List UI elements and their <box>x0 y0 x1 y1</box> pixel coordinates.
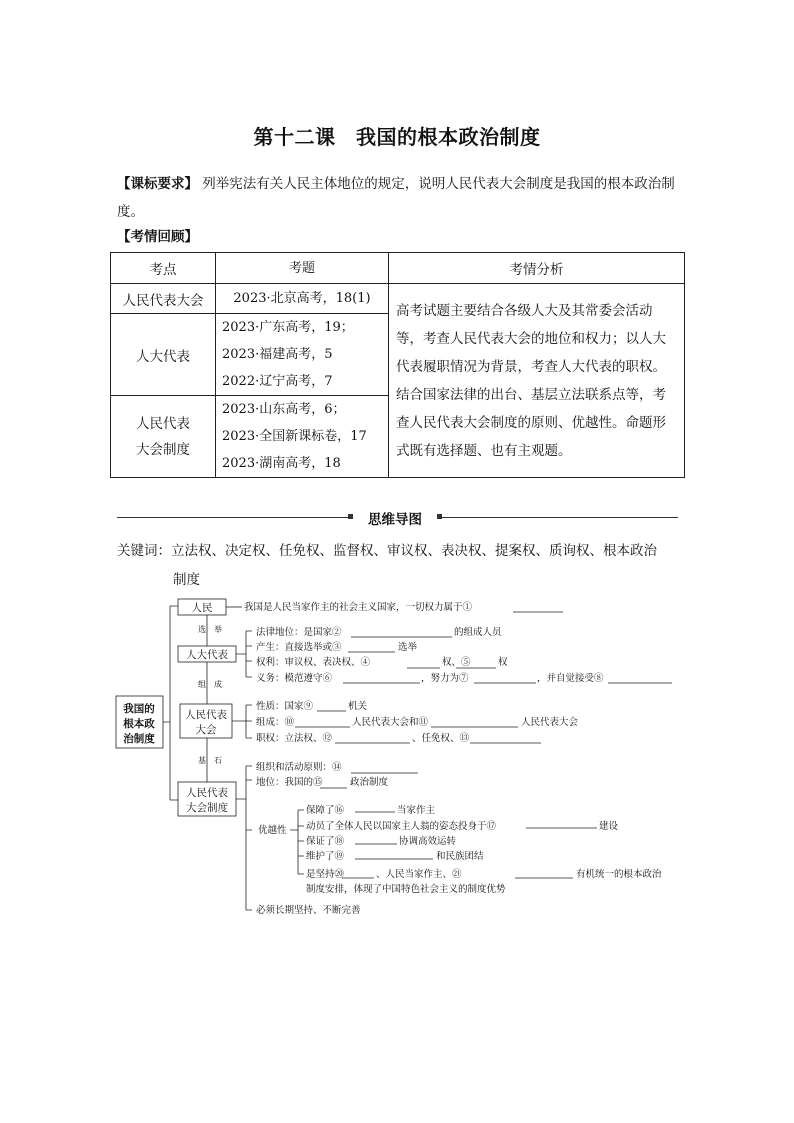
edge-label-form: 组 成 <box>198 680 222 689</box>
advantage-5-tail: 有机统一的根本政治 <box>576 869 662 880</box>
advantage-label: 优越性 <box>258 825 287 836</box>
row-question: 2023·广东高考，19；2023·福建高考，5 <box>222 320 354 362</box>
people-text: 我国是人民当家作主的社会主义国家，一切权力属于① <box>244 602 473 613</box>
section-title: 思维导图 <box>368 512 422 528</box>
advantage-4-tail: 和民族团结 <box>436 851 484 862</box>
mind-map <box>0 590 794 930</box>
rights-mid: 权、⑤ <box>442 657 471 668</box>
congress-powers: 职权：立法权、⑫ <box>256 733 333 744</box>
duties: 义务：模范遵守⑥ <box>256 673 333 684</box>
keywords-line: 立法权、决定权、任免权、监督权、审议权、表决权、提案权、质询权、根本政治 <box>171 543 657 559</box>
analysis-cell: 高考试题主要结合各级人大及其常委会活动等，考查人民代表大会的地位和权力；以人大代表履职情况为背景，考查人大代表的职权。结合国家法律的出台、基层立法联系点等，考查人民代表大会制度的原则、优越性。命题形式既有选择题、也有主观题。 <box>389 284 685 478</box>
rights-tail: 权 <box>498 657 508 668</box>
row-point: 人大代表 <box>111 314 216 396</box>
advantage-2-tail: 建设 <box>599 821 619 832</box>
rights: 权利：审议权、表决权、④ <box>256 657 371 668</box>
section-divider <box>117 517 352 518</box>
root-line3: 治制度 <box>123 733 155 745</box>
keywords <box>117 537 692 595</box>
requirement-text: 列举宪法有关人民主体地位的规定，说明人民代表大会制度是我国的根本政治制度。 <box>117 176 675 220</box>
table-row <box>111 284 685 314</box>
node-congress-line1: 人民代表 <box>185 709 227 721</box>
requirement-tag: 【课标要求】 <box>117 176 198 192</box>
page-title: 第十二课 我国的根本政治制度 <box>253 125 541 149</box>
advantage-1-tail: 当家作主 <box>397 805 436 816</box>
congress-nature: 性质：国家⑨ <box>256 701 314 712</box>
node-system-line2: 大会制度 <box>186 802 228 814</box>
advantage-4: 维护了⑲ <box>306 851 345 862</box>
system-status: 地位：我国的⑮ <box>256 777 323 788</box>
production-tail: 选举 <box>398 642 418 653</box>
duties-tail: ，并自觉接受⑧ <box>537 673 604 684</box>
advantage-5: 是坚持⑳ <box>306 869 345 880</box>
congress-composition-mid: 人民代表大会和⑪ <box>352 717 429 728</box>
node-congress-line2: 大会 <box>195 724 217 736</box>
node-deputies: 人大代表 <box>186 649 228 661</box>
row-question: 2022·辽宁高考，7 <box>222 374 333 389</box>
table-header-row <box>111 253 685 284</box>
keywords-label: 关键词： <box>117 543 171 559</box>
root-line1: 我国的 <box>123 703 155 715</box>
system-principle: 组织和活动原则：⑭ <box>256 762 342 773</box>
edge-label-elect: 选 举 <box>198 625 222 634</box>
duties-mid: ，努力为⑦ <box>421 673 469 684</box>
keywords-line: 制度 <box>173 572 200 588</box>
node-system-line1: 人民代表 <box>186 787 228 799</box>
exam-review-label: 【考情回顾】 <box>117 229 198 245</box>
row-question: 2023·湖南高考，18 <box>222 456 341 471</box>
legal-status: 法律地位：是国家② <box>256 627 342 638</box>
advantage-5-line2: 制度安排，体现了中国特色社会主义的制度优势 <box>306 884 506 895</box>
row-question: 2023·北京高考，18(1) <box>216 284 389 314</box>
row-question: 2023·山东高考，6；2023·全国新课标卷，17 <box>222 402 367 444</box>
header-point: 考点 <box>111 253 216 284</box>
congress-composition: 组成：⑩ <box>256 717 295 728</box>
curriculum-requirement <box>117 170 692 226</box>
congress-powers-tail: 、任免权、⑬ <box>412 733 470 744</box>
section-divider <box>438 517 678 518</box>
legal-status-tail: 的组成人员 <box>454 627 502 638</box>
exam-table <box>110 252 685 478</box>
header-questions: 考题 <box>216 253 389 284</box>
header-analysis: 考情分析 <box>389 253 685 284</box>
advantage-3: 保证了⑱ <box>306 836 345 847</box>
advantage-1: 保障了⑯ <box>306 805 345 816</box>
row-point: 人民代表大会制度 <box>111 396 216 478</box>
advantage-2: 动员了全体人民以国家主人翁的姿态投身于⑰ <box>306 821 497 832</box>
system-status-tail: 政治制度 <box>350 777 389 788</box>
row-questions <box>216 314 389 396</box>
advantage-3-tail: 协调高效运转 <box>399 836 457 847</box>
congress-nature-tail: 机关 <box>348 701 368 712</box>
row-questions <box>216 396 389 478</box>
persist: 必须长期坚持、不断完善 <box>256 905 361 916</box>
edge-label-foundation: 基 石 <box>198 756 222 765</box>
root-line2: 根本政 <box>123 718 155 730</box>
node-people: 人民 <box>191 602 213 614</box>
congress-composition-tail: 人民代表大会 <box>521 717 579 728</box>
production: 产生：直接选举或③ <box>256 642 342 653</box>
row-point: 人民代表大会 <box>111 284 216 314</box>
advantage-5-mid: 、人民当家作主、㉑ <box>376 869 462 880</box>
